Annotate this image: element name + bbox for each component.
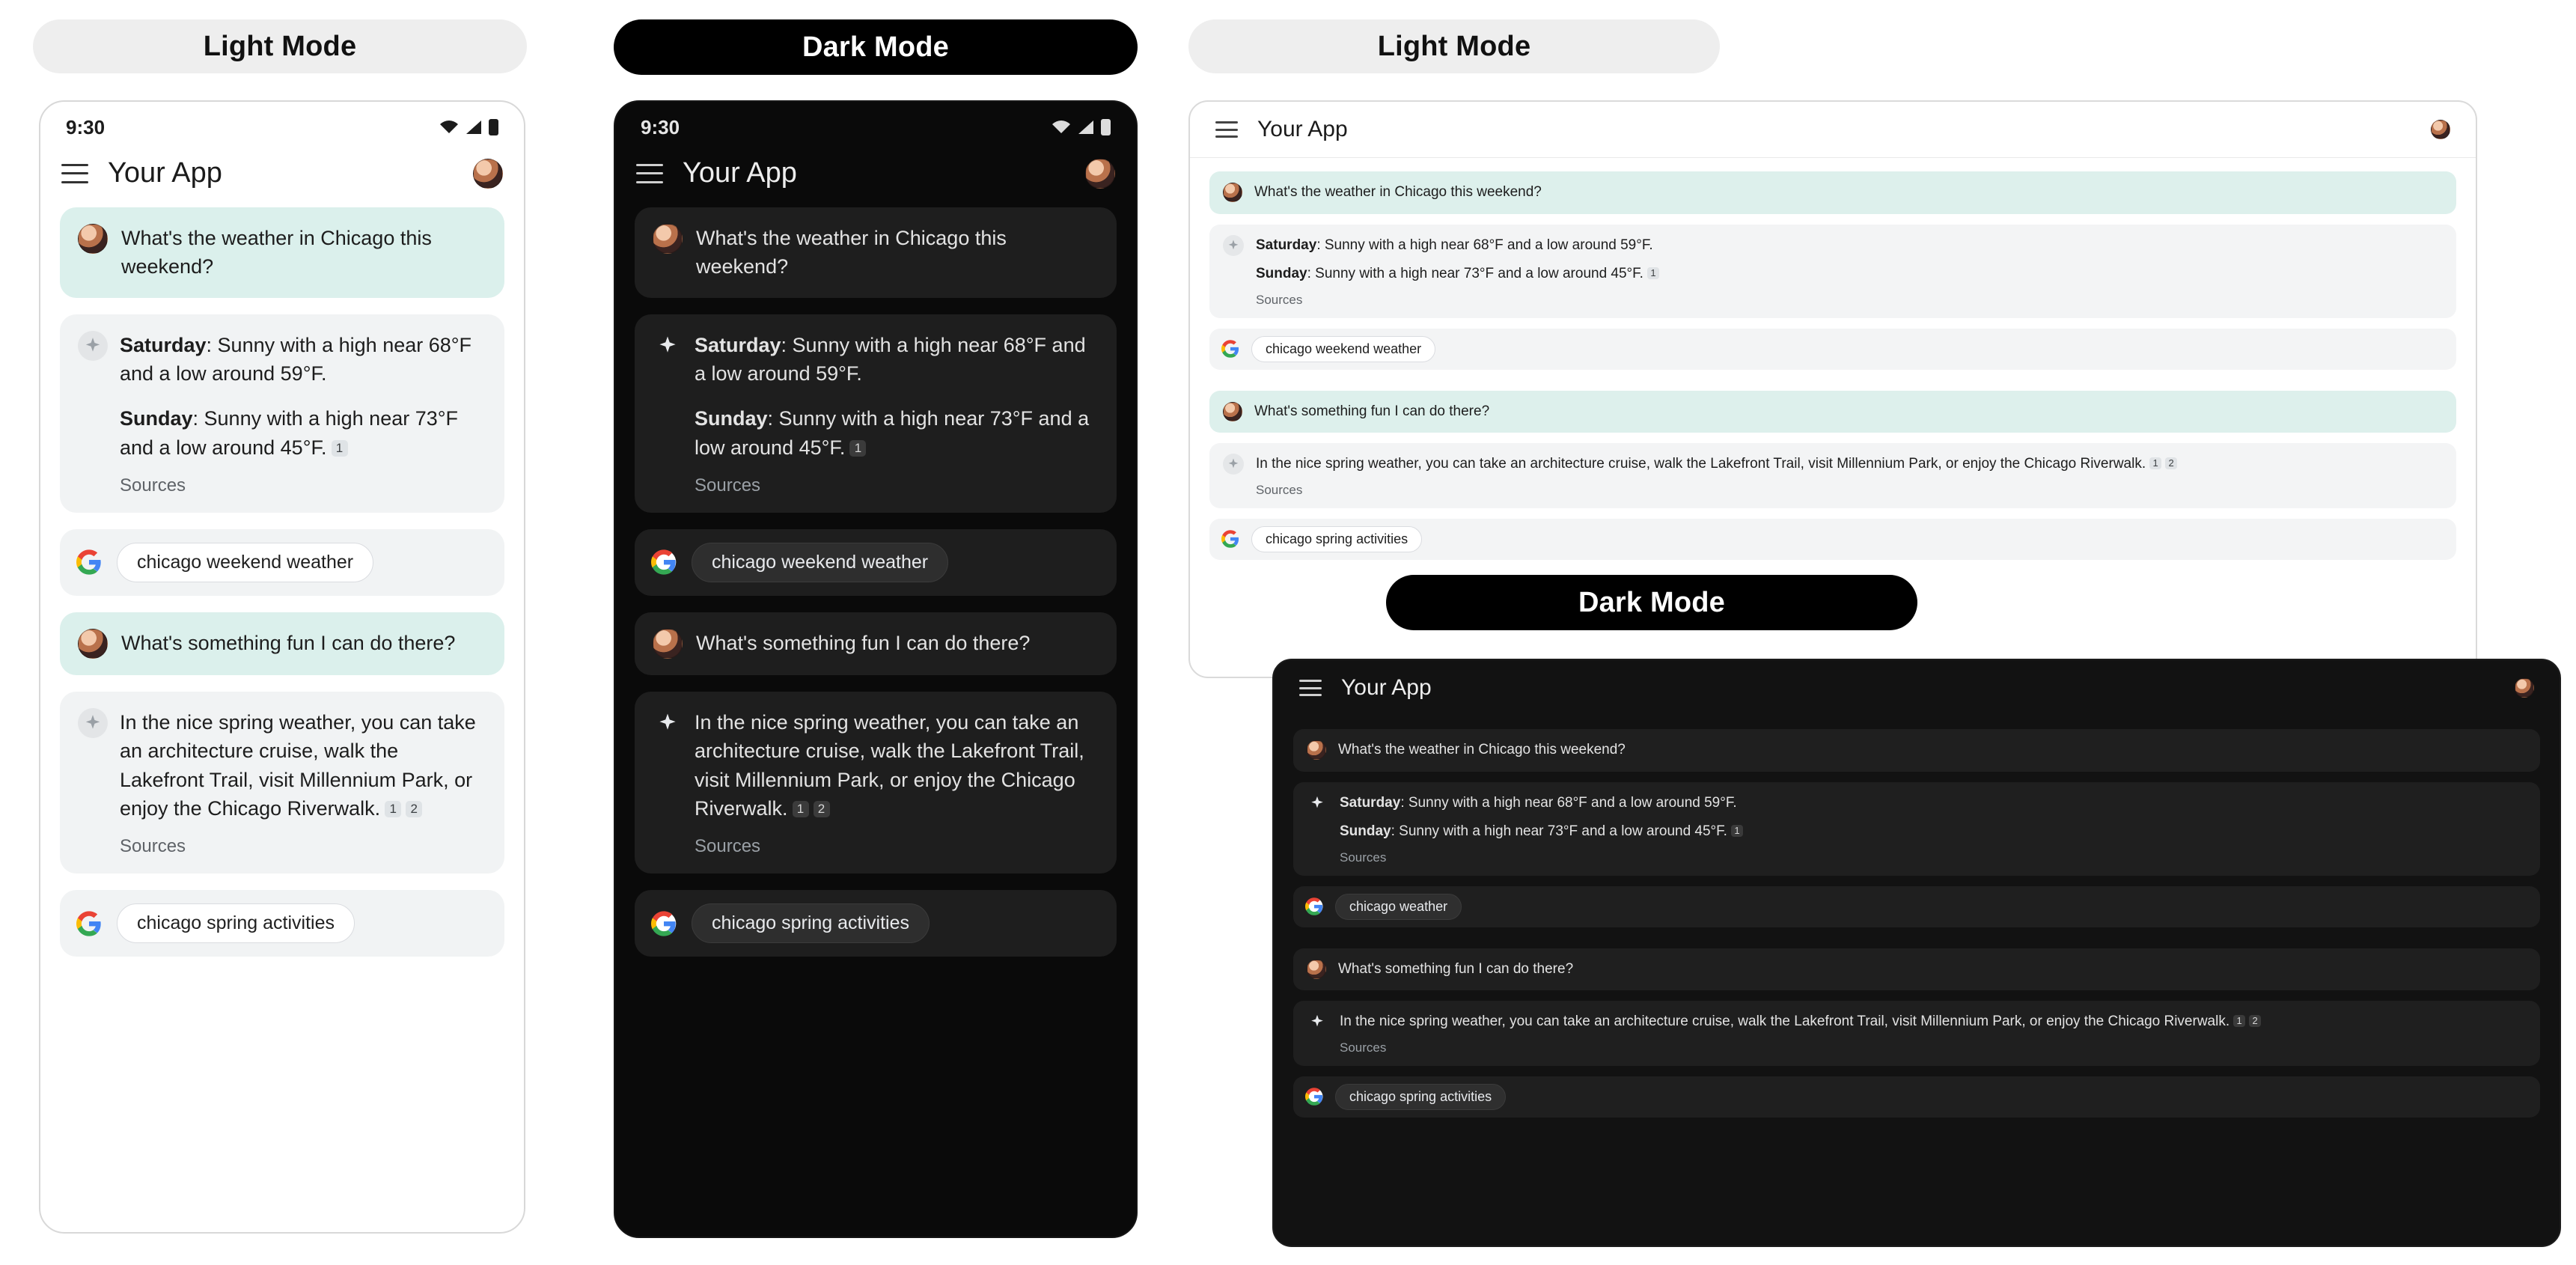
- avatar: [653, 224, 683, 254]
- ai-line-saturday: [1256, 235, 2443, 257]
- app-title: Your App: [1257, 117, 1348, 141]
- avatar[interactable]: [473, 159, 503, 189]
- ai-answer-text: [695, 708, 1099, 823]
- text-saturday: : Sunny with a high near 68°F and a low around 59°F.: [695, 333, 1086, 385]
- ai-message-2: [1293, 1001, 2540, 1066]
- ai-answer-text: [1256, 454, 2443, 475]
- citation-chip[interactable]: 1: [1731, 825, 1743, 837]
- avatar: [78, 224, 108, 254]
- app-title: Your App: [683, 157, 797, 189]
- google-icon: [1221, 340, 1239, 358]
- text-sunday: : Sunny with a high near 73°F and a low around 45°F.: [1307, 266, 1643, 281]
- google-icon: [76, 911, 102, 936]
- search-chip[interactable]: chicago spring activities: [117, 903, 355, 943]
- google-icon: [1305, 897, 1323, 915]
- user-message-text: What's the weather in Chicago this weekend?: [121, 227, 432, 278]
- user-message-2: [635, 612, 1117, 675]
- user-message-text: What's something fun I can do there?: [1338, 960, 1574, 977]
- search-chip[interactable]: chicago weekend weather: [1251, 336, 1435, 362]
- search-suggestion-2[interactable]: [1293, 1076, 2540, 1118]
- ai-message-2: [635, 692, 1117, 874]
- ai-message-1: [635, 314, 1117, 513]
- avatar: [1307, 740, 1326, 760]
- label-sunday: Sunday: [120, 407, 193, 430]
- search-chip[interactable]: chicago spring activities: [1251, 526, 1422, 552]
- phone-mockup-light: [39, 100, 525, 1234]
- user-message-text: What's the weather in Chicago this weekend?: [1338, 742, 1626, 758]
- sources-label[interactable]: Sources: [1340, 1040, 1387, 1055]
- label-saturday: Saturday: [695, 333, 781, 356]
- status-bar: [40, 102, 524, 153]
- status-bar: [615, 102, 1136, 153]
- phone-mockup-dark: [614, 100, 1138, 1238]
- ai-line-saturday: [120, 331, 486, 388]
- conversation-thread: [615, 200, 1136, 972]
- sparkle-icon: [78, 331, 108, 361]
- ai-answer-body: In the nice spring weather, you can take an architecture cruise, walk the Lakefront Trail, visit Millennium Park, or enjoy the Chicago Riverwalk.: [1340, 1013, 2230, 1029]
- label-sunday: Sunday: [1256, 266, 1307, 281]
- mode-label-dark-desktop: Dark Mode: [1386, 575, 1917, 630]
- hamburger-menu-icon[interactable]: [1299, 680, 1322, 696]
- status-time: 9:30: [66, 115, 106, 138]
- mode-label-dark-phone: Dark Mode: [614, 19, 1138, 75]
- search-suggestion-1[interactable]: [1293, 886, 2540, 927]
- avatar: [1223, 402, 1242, 421]
- hamburger-menu-icon[interactable]: [1215, 121, 1238, 138]
- text-sunday: : Sunny with a high near 73°F and a low around 45°F.: [1391, 823, 1727, 839]
- search-chip[interactable]: chicago spring activities: [1335, 1084, 1506, 1110]
- ai-line-sunday: [1340, 821, 2527, 843]
- battery-icon: [1101, 119, 1111, 135]
- google-icon: [1221, 530, 1239, 548]
- citation-chip[interactable]: 1: [1647, 267, 1659, 279]
- avatar: [1223, 183, 1242, 202]
- signal-icon: [465, 120, 483, 135]
- sources-label[interactable]: Sources: [1256, 482, 1303, 497]
- search-chip[interactable]: chicago weekend weather: [692, 543, 948, 582]
- label-sunday: Sunday: [695, 407, 768, 430]
- text-saturday: : Sunny with a high near 68°F and a low around 59°F.: [120, 333, 472, 385]
- citation-chip-1[interactable]: 1: [2149, 457, 2161, 469]
- search-suggestion-2[interactable]: [60, 890, 504, 957]
- user-message-text: What's something fun I can do there?: [696, 631, 1031, 654]
- ai-answer-text: [1340, 1011, 2527, 1033]
- status-icons: [1052, 119, 1111, 135]
- search-suggestion-1[interactable]: [60, 529, 504, 596]
- user-message-text: What's something fun I can do there?: [1254, 403, 1490, 419]
- user-message-2: [1293, 948, 2540, 991]
- sources-label[interactable]: Sources: [1340, 850, 1387, 865]
- ai-message-1: [1293, 782, 2540, 876]
- search-suggestion-1[interactable]: [1209, 329, 2456, 370]
- citation-chip-1[interactable]: 1: [385, 801, 401, 817]
- avatar: [1307, 960, 1326, 979]
- search-suggestion-2[interactable]: [635, 890, 1117, 957]
- ai-message-2: [1209, 443, 2456, 508]
- sparkle-icon: [1223, 454, 1244, 475]
- ai-line-sunday: [1256, 263, 2443, 285]
- user-message-2: [1209, 391, 2456, 433]
- sources-label[interactable]: Sources: [120, 475, 186, 496]
- citation-chip-2[interactable]: 2: [2165, 457, 2177, 469]
- app-title: Your App: [1341, 675, 1432, 700]
- user-message-text: What's the weather in Chicago this weekend?: [696, 227, 1007, 278]
- sparkle-icon: [1307, 1011, 1328, 1032]
- app-bar: [1190, 102, 2476, 158]
- text-sunday: : Sunny with a high near 73°F and a low around 45°F.: [695, 407, 1090, 459]
- signal-icon: [1077, 120, 1095, 135]
- status-icons: [439, 119, 498, 135]
- conversation-thread: [40, 200, 524, 972]
- citation-chip[interactable]: 1: [332, 440, 348, 457]
- avatar[interactable]: [2515, 678, 2534, 698]
- google-icon: [76, 549, 102, 575]
- citation-chip-2[interactable]: 2: [2249, 1015, 2261, 1027]
- sparkle-icon: [1223, 235, 1244, 256]
- app-bar: [615, 153, 1136, 200]
- citation-chip-2[interactable]: 2: [814, 801, 830, 817]
- hamburger-menu-icon[interactable]: [636, 164, 663, 183]
- avatar: [653, 629, 683, 659]
- label-saturday: Saturday: [1256, 237, 1317, 253]
- sources-label[interactable]: Sources: [695, 836, 761, 857]
- citation-chip-2[interactable]: 2: [406, 801, 422, 817]
- app-bar: [1274, 660, 2560, 716]
- wifi-icon: [1052, 121, 1071, 134]
- conversation-thread: [1190, 158, 2476, 573]
- google-icon: [1305, 1088, 1323, 1106]
- user-message-text: What's something fun I can do there?: [121, 631, 456, 654]
- wifi-icon: [439, 121, 459, 134]
- sources-label[interactable]: Sources: [695, 475, 761, 496]
- ai-line-saturday: [695, 331, 1099, 388]
- mode-label-light-phone: Light Mode: [33, 19, 527, 73]
- label-saturday: Saturday: [1340, 794, 1401, 811]
- google-icon: [651, 911, 677, 936]
- sparkle-icon: [78, 708, 108, 738]
- mode-label-light-desktop: Light Mode: [1188, 19, 1720, 73]
- conversation-thread: [1274, 716, 2560, 1131]
- ai-answer-body: In the nice spring weather, you can take an architecture cruise, walk the Lakefront Trail, visit Millennium Park, or enjoy the Chicago Riverwalk.: [120, 710, 476, 820]
- citation-chip-1[interactable]: 1: [793, 801, 809, 817]
- user-message-1: [60, 207, 504, 298]
- avatar: [78, 629, 108, 659]
- search-suggestion-1[interactable]: [635, 529, 1117, 596]
- ai-answer-text: [120, 708, 486, 823]
- sparkle-icon: [653, 331, 683, 361]
- user-message-2: [60, 612, 504, 675]
- user-message-1: [1209, 171, 2456, 214]
- status-time: 9:30: [641, 115, 680, 138]
- ai-line-saturday: [1340, 793, 2527, 814]
- app-title: Your App: [108, 157, 222, 189]
- avatar[interactable]: [2431, 120, 2450, 139]
- sparkle-icon: [653, 708, 683, 738]
- sources-label[interactable]: Sources: [120, 836, 186, 857]
- search-chip[interactable]: chicago weather: [1335, 894, 1462, 920]
- search-suggestion-2[interactable]: [1209, 519, 2456, 560]
- user-message-text: What's the weather in Chicago this weekend?: [1254, 184, 1542, 200]
- search-chip[interactable]: chicago weekend weather: [117, 543, 373, 582]
- app-bar: [40, 153, 524, 200]
- citation-chip-1[interactable]: 1: [2233, 1015, 2245, 1027]
- ai-message-1: [1209, 225, 2456, 318]
- ai-line-sunday: [120, 404, 486, 462]
- citation-chip[interactable]: 1: [849, 440, 866, 457]
- ai-message-2: [60, 692, 504, 874]
- google-icon: [651, 549, 677, 575]
- user-message-1: [635, 207, 1117, 298]
- label-saturday: Saturday: [120, 333, 207, 356]
- avatar[interactable]: [1085, 159, 1115, 189]
- search-chip[interactable]: chicago spring activities: [692, 903, 930, 943]
- ai-answer-body: In the nice spring weather, you can take an architecture cruise, walk the Lakefront Trail, visit Millennium Park, or enjoy the Chicago Riverwalk.: [1256, 456, 2146, 472]
- text-saturday: : Sunny with a high near 68°F and a low around 59°F.: [1400, 794, 1737, 811]
- ai-answer-body: In the nice spring weather, you can take an architecture cruise, walk the Lakefront Trail, visit Millennium Park, or enjoy the Chicago Riverwalk.: [695, 710, 1084, 820]
- hamburger-menu-icon[interactable]: [61, 164, 88, 183]
- text-saturday: : Sunny with a high near 68°F and a low around 59°F.: [1316, 237, 1653, 253]
- ai-line-sunday: [695, 404, 1099, 462]
- sparkle-icon: [1307, 793, 1328, 814]
- label-sunday: Sunday: [1340, 823, 1391, 839]
- desktop-window-dark: [1272, 659, 2561, 1247]
- ai-message-1: [60, 314, 504, 513]
- sources-label[interactable]: Sources: [1256, 292, 1303, 307]
- battery-icon: [489, 119, 498, 135]
- text-sunday: : Sunny with a high near 73°F and a low around 45°F.: [120, 407, 459, 459]
- user-message-1: [1293, 729, 2540, 772]
